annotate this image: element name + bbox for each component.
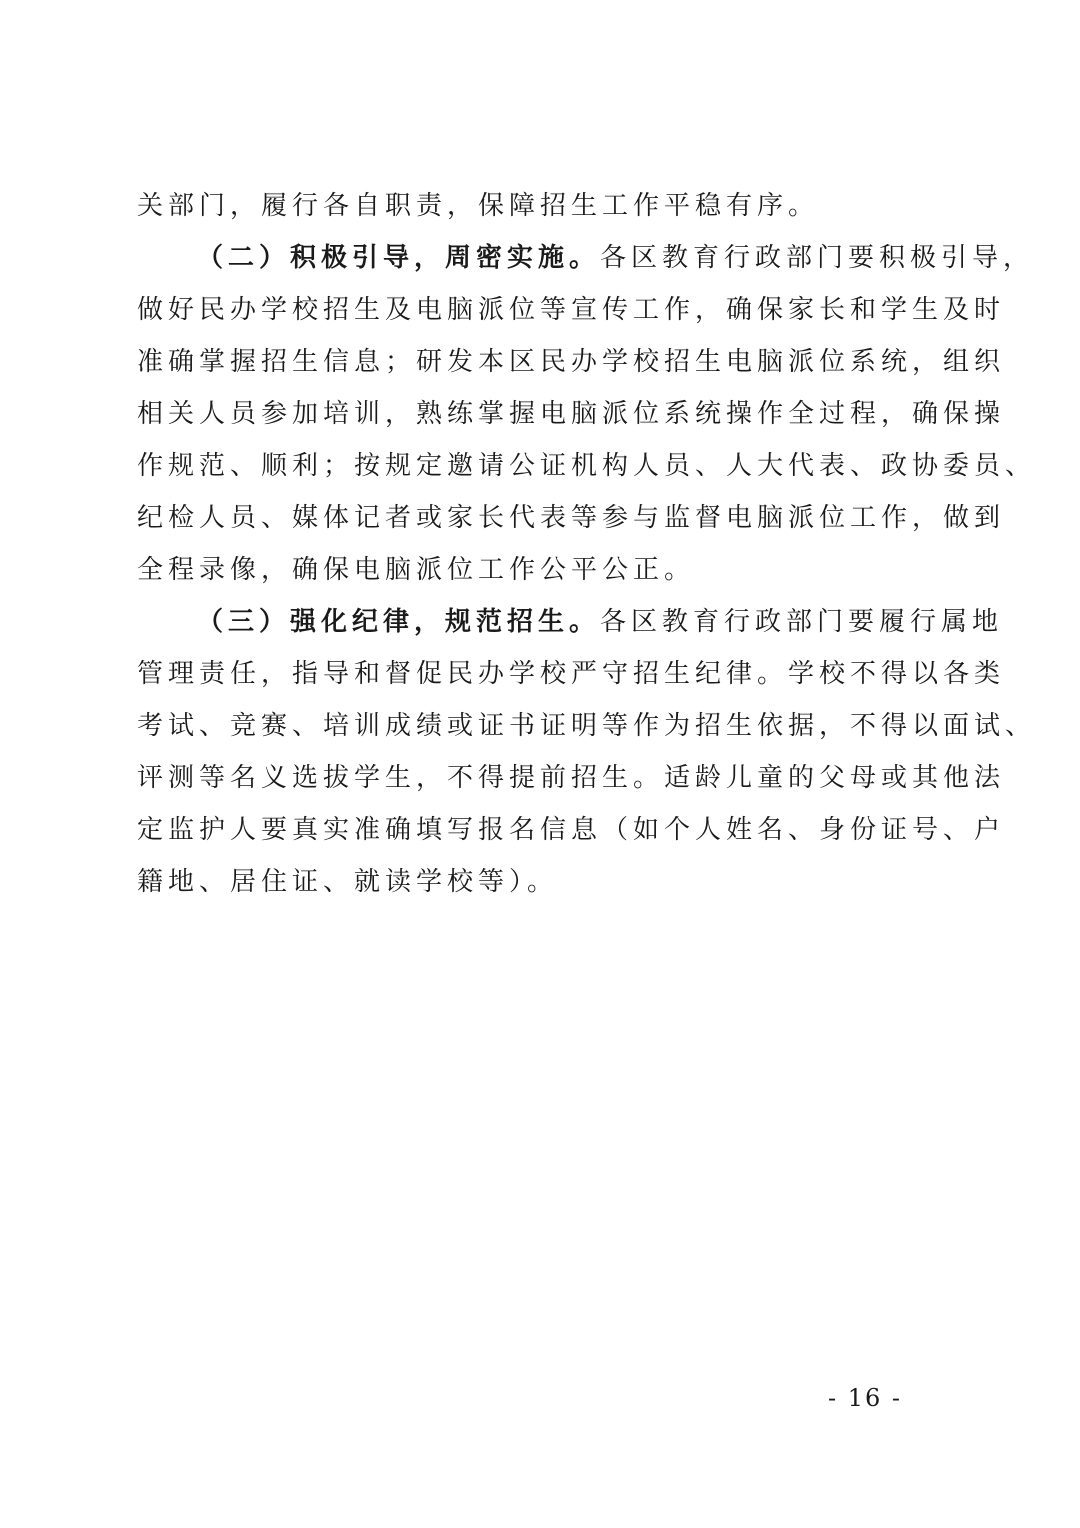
page-number: - 16 - — [827, 1384, 902, 1412]
paragraph-3-line-4: 评测等名义选拔学生，不得提前招生。适龄儿童的父母或其他法 — [137, 763, 1006, 793]
paragraph-2-line-3: 准确掌握招生信息；研发本区民办学校招生电脑派位系统，组织 — [137, 347, 1006, 377]
paragraph-3-line-2: 管理责任，指导和督促民办学校严守招生纪律。学校不得以各类 — [137, 659, 1006, 689]
paragraph-3-line-3: 考试、竞赛、培训成绩或证书证明等作为招生依据，不得以面试、 — [137, 711, 1037, 741]
paragraph-3-line-5: 定监护人要真实准确填写报名信息（如个人姓名、身份证号、户 — [137, 815, 1006, 845]
paragraph-3-line-1 — [137, 596, 1004, 648]
paragraph-2-line-5: 作规范、顺利；按规定邀请公证机构人员、人大代表、政协委员、 — [137, 451, 1037, 481]
section-heading-3: （三）强化纪律，规范招生。 — [197, 607, 601, 637]
paragraph-3-line-6: 籍地、居住证、就读学校等）。 — [137, 867, 559, 897]
paragraph-2-line-2: 做好民办学校招生及电脑派位等宣传工作，确保家长和学生及时 — [137, 295, 1006, 325]
body-text — [137, 180, 1037, 908]
paragraph-1-line-1: 关部门，履行各自职责，保障招生工作平稳有序。 — [137, 191, 820, 221]
paragraph-3-line-1-text: 各区教育行政部门要履行属地 — [600, 607, 1004, 637]
paragraph-2-line-7: 全程录像，确保电脑派位工作公平公正。 — [137, 555, 696, 585]
paragraph-2-line-1-text: 各区教育行政部门要积极引导， — [600, 243, 1035, 273]
paragraph-2-line-6: 纪检人员、媒体记者或家长代表等参与监督电脑派位工作，做到 — [137, 503, 1006, 533]
paragraph-2-line-4: 相关人员参加培训，熟练掌握电脑派位系统操作全过程，确保操 — [137, 399, 1006, 429]
section-heading-2: （二）积极引导，周密实施。 — [197, 243, 601, 273]
paragraph-2-line-1 — [137, 232, 1035, 284]
